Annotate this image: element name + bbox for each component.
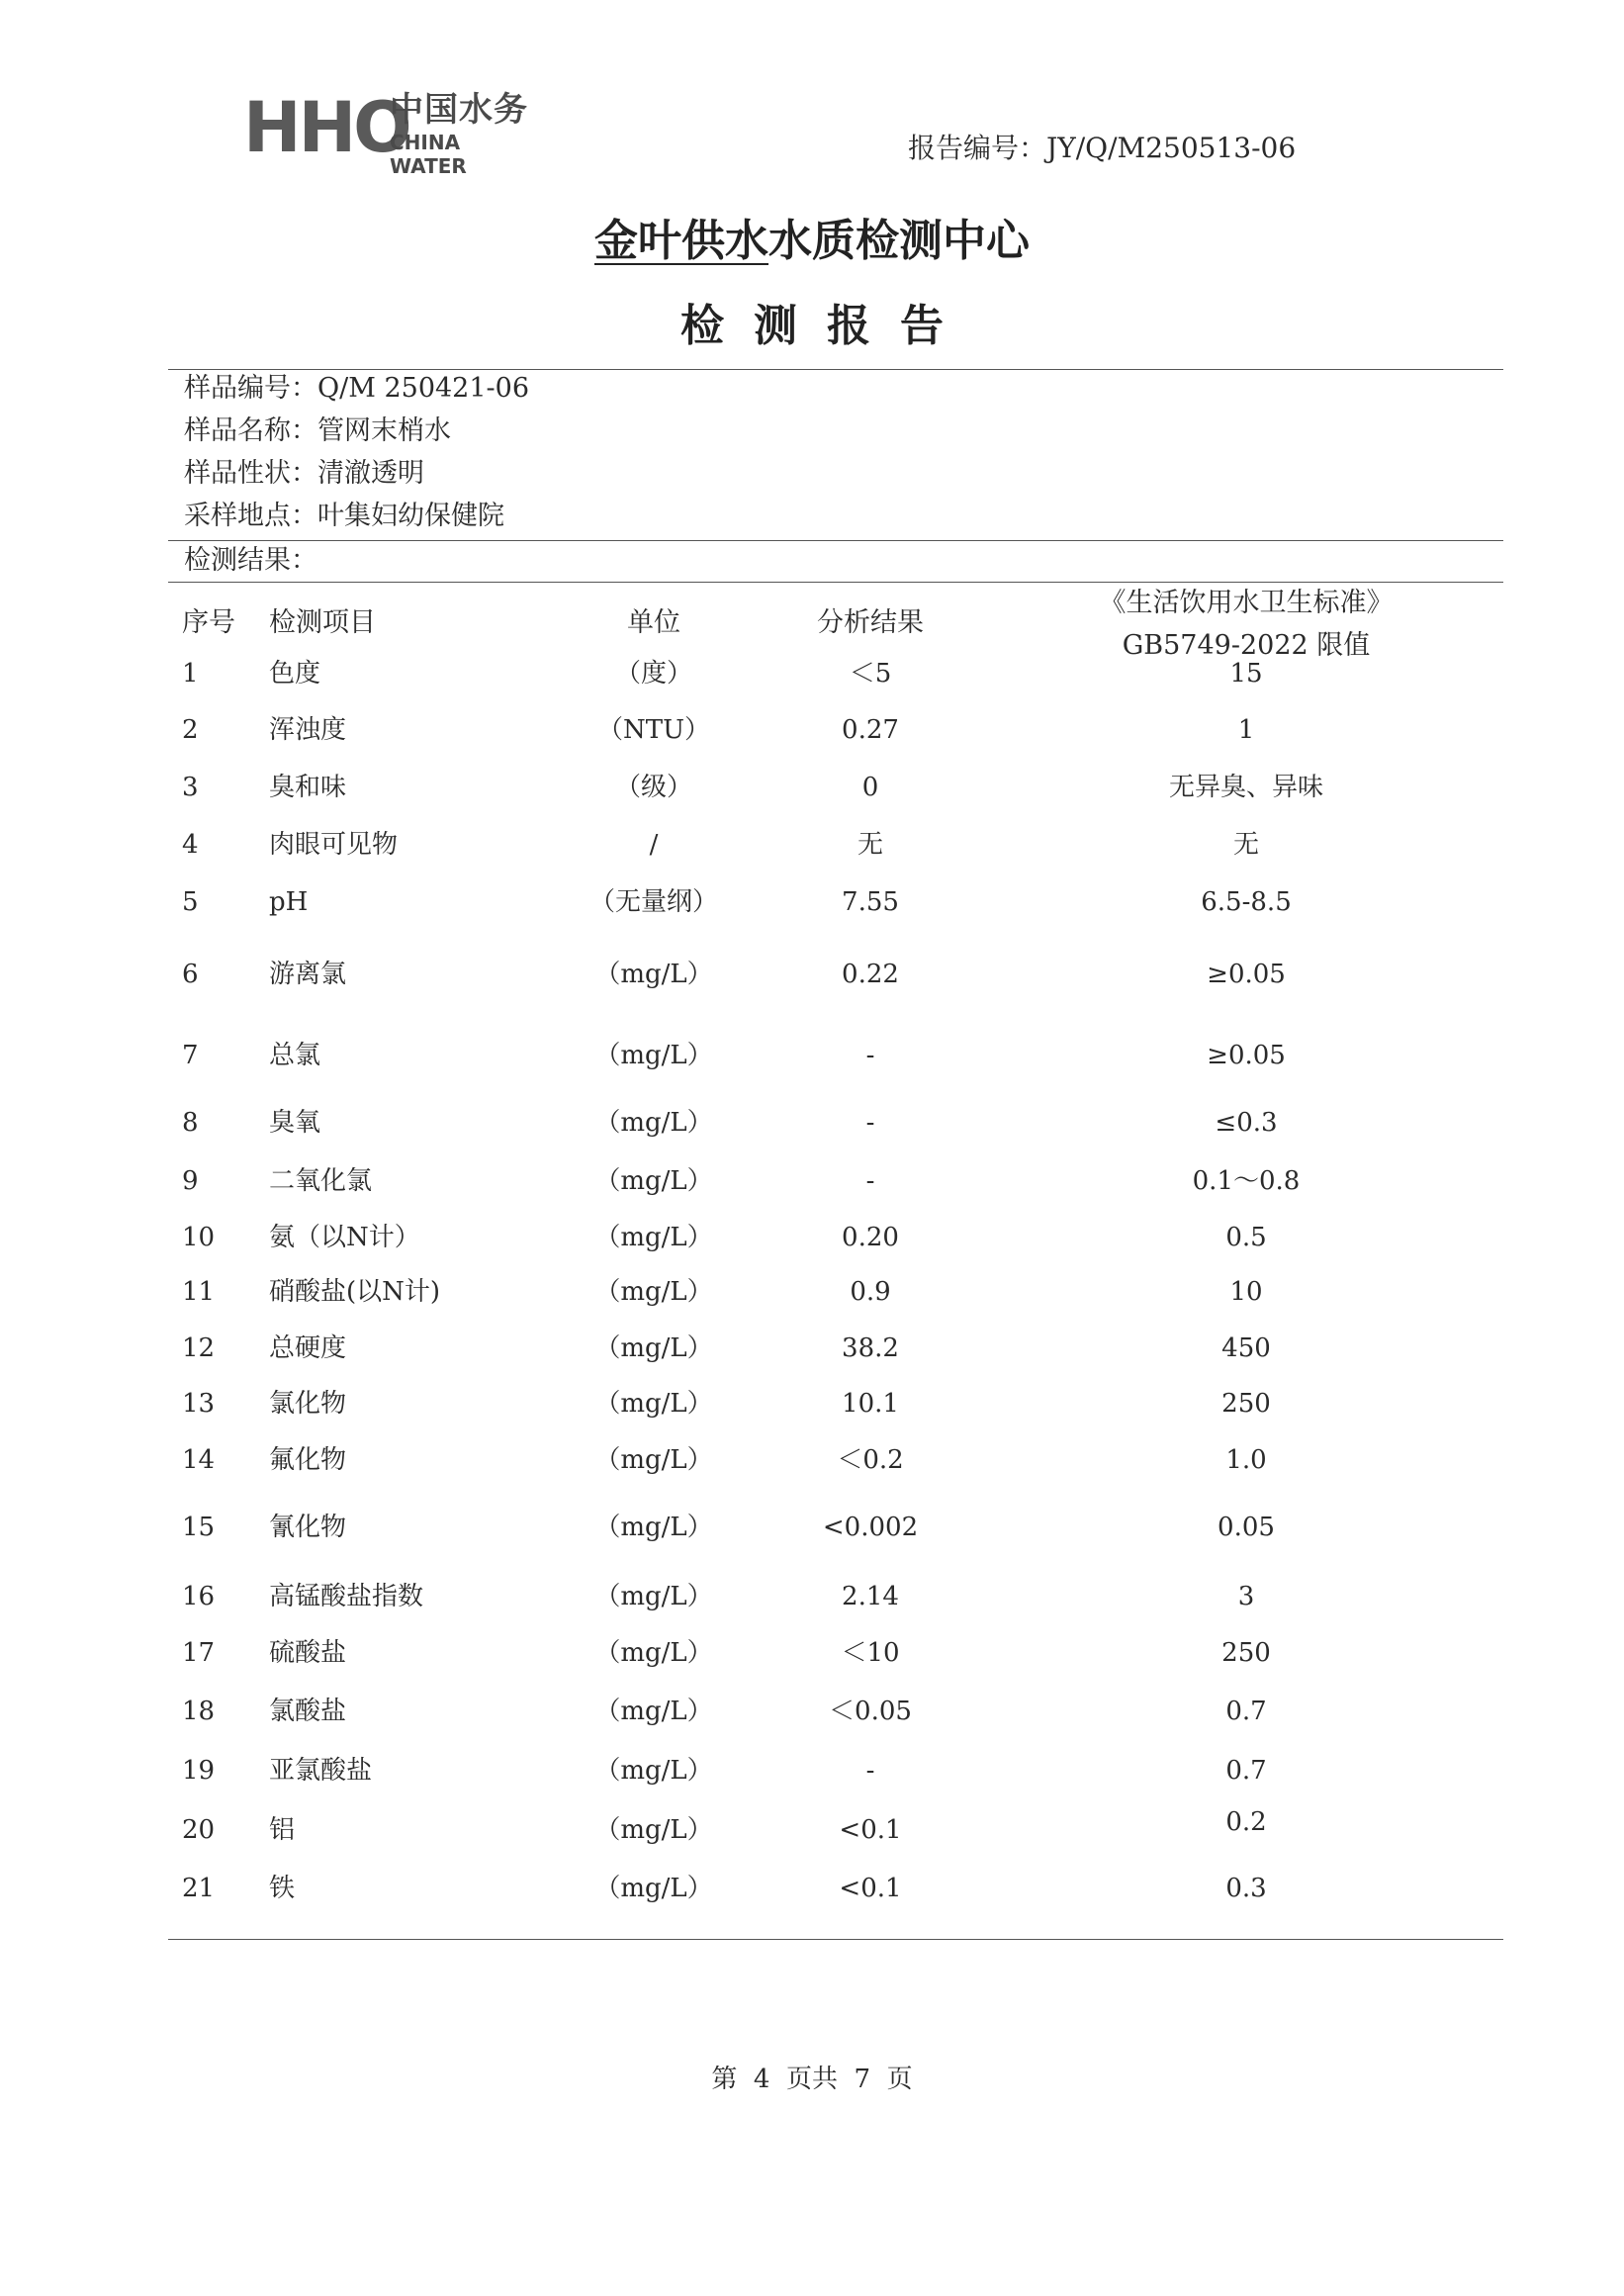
cell-unit: （mg/L） — [594, 1638, 713, 1668]
cell-unit: （mg/L） — [594, 1815, 713, 1845]
cell-limit: 0.7 — [1225, 1697, 1267, 1726]
cell-limit: 0.2 — [1225, 1807, 1267, 1837]
cell-limit: 0.5 — [1225, 1223, 1267, 1252]
cell-item: 高锰酸盐指数 — [269, 1582, 424, 1611]
cell-item: 浑浊度 — [269, 715, 347, 745]
page-number: 第 4 页共 7 页 — [711, 2065, 913, 2094]
cell-unit: （mg/L） — [594, 960, 713, 989]
logo-chinese-name: 中国水务 — [390, 90, 528, 130]
cell-limit: 15 — [1229, 659, 1263, 689]
cell-result: 38.2 — [842, 1333, 899, 1363]
cell-no: 17 — [182, 1638, 216, 1668]
cell-no: 13 — [182, 1389, 216, 1419]
cell-limit: ≥0.05 — [1207, 1041, 1286, 1070]
cell-limit: 3 — [1237, 1582, 1255, 1611]
cell-no: 18 — [182, 1697, 216, 1726]
cell-no: 2 — [182, 715, 199, 745]
divider-info — [168, 540, 1503, 541]
cell-limit: 0.3 — [1225, 1874, 1267, 1903]
organization-title-rest: 水质检测中心 — [768, 216, 1030, 266]
cell-limit: 1.0 — [1225, 1445, 1267, 1475]
logo-mark: HHO — [243, 87, 409, 168]
cell-item: 氨（以N计） — [269, 1223, 420, 1252]
header-limit-code: GB5749-2022 限值 — [1122, 630, 1371, 661]
cell-no: 6 — [182, 960, 199, 989]
cell-no: 4 — [182, 830, 199, 860]
cell-no: 21 — [182, 1874, 216, 1903]
cell-item: 臭和味 — [269, 773, 347, 802]
cell-no: 16 — [182, 1582, 216, 1611]
report-title: 检测报告 — [680, 301, 973, 351]
header-no: 序号 — [182, 607, 235, 638]
cell-no: 9 — [182, 1166, 199, 1196]
cell-limit: 无 — [1232, 830, 1259, 860]
cell-item: 硝酸盐(以N计) — [269, 1277, 441, 1307]
cell-no: 20 — [182, 1815, 216, 1845]
cell-item: 亚氯酸盐 — [269, 1756, 373, 1786]
cell-unit: （mg/L） — [594, 1108, 713, 1138]
cell-result: ＜0.2 — [837, 1445, 904, 1475]
cell-result: - — [865, 1108, 875, 1138]
cell-limit: 0.7 — [1225, 1756, 1267, 1786]
cell-unit: （NTU） — [596, 715, 710, 745]
cell-item: 二氧化氯 — [269, 1166, 373, 1196]
cell-result: - — [865, 1041, 875, 1070]
cell-no: 14 — [182, 1445, 216, 1475]
cell-no: 10 — [182, 1223, 216, 1252]
cell-result: 0 — [861, 773, 879, 802]
cell-limit: 无异臭、异味 — [1168, 773, 1323, 802]
cell-result: 0.27 — [842, 715, 899, 745]
cell-unit: （无量纲） — [588, 887, 718, 917]
cell-item: 氯化物 — [269, 1389, 347, 1419]
cell-unit: （mg/L） — [594, 1582, 713, 1611]
cell-no: 15 — [182, 1513, 216, 1542]
cell-limit: ≤0.3 — [1215, 1108, 1278, 1138]
cell-no: 19 — [182, 1756, 216, 1786]
company-logo — [243, 87, 540, 178]
sample-name: 样品名称：管网末梢水 — [184, 415, 451, 446]
cell-result: <0.002 — [822, 1513, 919, 1542]
cell-result: - — [865, 1756, 875, 1786]
cell-result: 0.20 — [842, 1223, 899, 1252]
cell-unit: （mg/L） — [594, 1223, 713, 1252]
cell-unit: （mg/L） — [594, 1333, 713, 1363]
cell-item: 总硬度 — [269, 1333, 347, 1363]
cell-limit: 250 — [1221, 1389, 1271, 1419]
cell-unit: （mg/L） — [594, 1041, 713, 1070]
cell-unit: （mg/L） — [594, 1445, 713, 1475]
cell-no: 1 — [182, 659, 199, 689]
cell-item: 色度 — [269, 659, 321, 689]
cell-result: <0.1 — [839, 1815, 902, 1845]
cell-unit: / — [649, 830, 659, 860]
cell-no: 11 — [182, 1277, 216, 1307]
cell-item: 臭氧 — [269, 1108, 321, 1138]
header-unit: 单位 — [627, 607, 680, 638]
cell-item: 肉眼可见物 — [269, 830, 399, 860]
cell-unit: （mg/L） — [594, 1389, 713, 1419]
header-item: 检测项目 — [269, 607, 376, 638]
divider-bottom — [168, 1939, 1503, 1940]
cell-item: 硫酸盐 — [269, 1638, 347, 1668]
cell-result: 无 — [857, 830, 883, 860]
cell-unit: （mg/L） — [594, 1697, 713, 1726]
organization-title — [0, 212, 1624, 271]
cell-item: 总氯 — [269, 1041, 321, 1070]
cell-limit: 10 — [1229, 1277, 1263, 1307]
cell-result: 0.9 — [850, 1277, 891, 1307]
cell-limit: 0.05 — [1218, 1513, 1275, 1542]
cell-item: 氟化物 — [269, 1445, 347, 1475]
report-number: 报告编号：JY/Q/M250513-06 — [908, 132, 1297, 164]
cell-unit: （度） — [614, 659, 692, 689]
cell-unit: （mg/L） — [594, 1756, 713, 1786]
cell-unit: （mg/L） — [594, 1166, 713, 1196]
header-limit-standard: 《生活饮用水卫生标准》 — [1099, 588, 1394, 618]
organization-title-underlined: 金叶供水 — [594, 216, 768, 266]
cell-result: 2.14 — [842, 1582, 899, 1611]
cell-result: <0.1 — [839, 1874, 902, 1903]
cell-no: 12 — [182, 1333, 216, 1363]
cell-no: 3 — [182, 773, 199, 802]
cell-result: ＜0.05 — [829, 1697, 912, 1726]
header-result: 分析结果 — [817, 607, 924, 638]
cell-item: 铝 — [269, 1815, 296, 1845]
cell-no: 5 — [182, 887, 199, 917]
cell-limit: ≥0.05 — [1207, 960, 1286, 989]
logo-english-name: CHINA WATER — [390, 131, 467, 178]
cell-result: - — [865, 1166, 875, 1196]
cell-result: 0.22 — [842, 960, 899, 989]
cell-item: 铁 — [269, 1874, 296, 1903]
divider-results — [168, 582, 1503, 583]
cell-unit: （mg/L） — [594, 1874, 713, 1903]
cell-unit: （mg/L） — [594, 1513, 713, 1542]
cell-result: ＜10 — [841, 1638, 900, 1668]
cell-limit: 450 — [1221, 1333, 1271, 1363]
cell-item: pH — [269, 887, 309, 917]
sample-number: 样品编号：Q/M 250421-06 — [184, 373, 530, 404]
cell-limit: 250 — [1221, 1638, 1271, 1668]
cell-no: 8 — [182, 1108, 199, 1138]
cell-result: 10.1 — [842, 1389, 899, 1419]
sample-state: 样品性状：清澈透明 — [184, 458, 424, 489]
cell-item: 游离氯 — [269, 960, 347, 989]
cell-limit: 1 — [1237, 715, 1255, 745]
cell-unit: （mg/L） — [594, 1277, 713, 1307]
cell-no: 7 — [182, 1041, 199, 1070]
cell-unit: （级） — [614, 773, 692, 802]
cell-result: ＜5 — [849, 659, 892, 689]
cell-item: 氰化物 — [269, 1513, 347, 1542]
sample-site: 采样地点：叶集妇幼保健院 — [184, 501, 504, 531]
cell-limit: 6.5-8.5 — [1201, 887, 1292, 917]
cell-result: 7.55 — [842, 887, 899, 917]
results-label: 检测结果： — [184, 545, 317, 576]
cell-item: 氯酸盐 — [269, 1697, 347, 1726]
cell-limit: 0.1～0.8 — [1192, 1166, 1301, 1196]
